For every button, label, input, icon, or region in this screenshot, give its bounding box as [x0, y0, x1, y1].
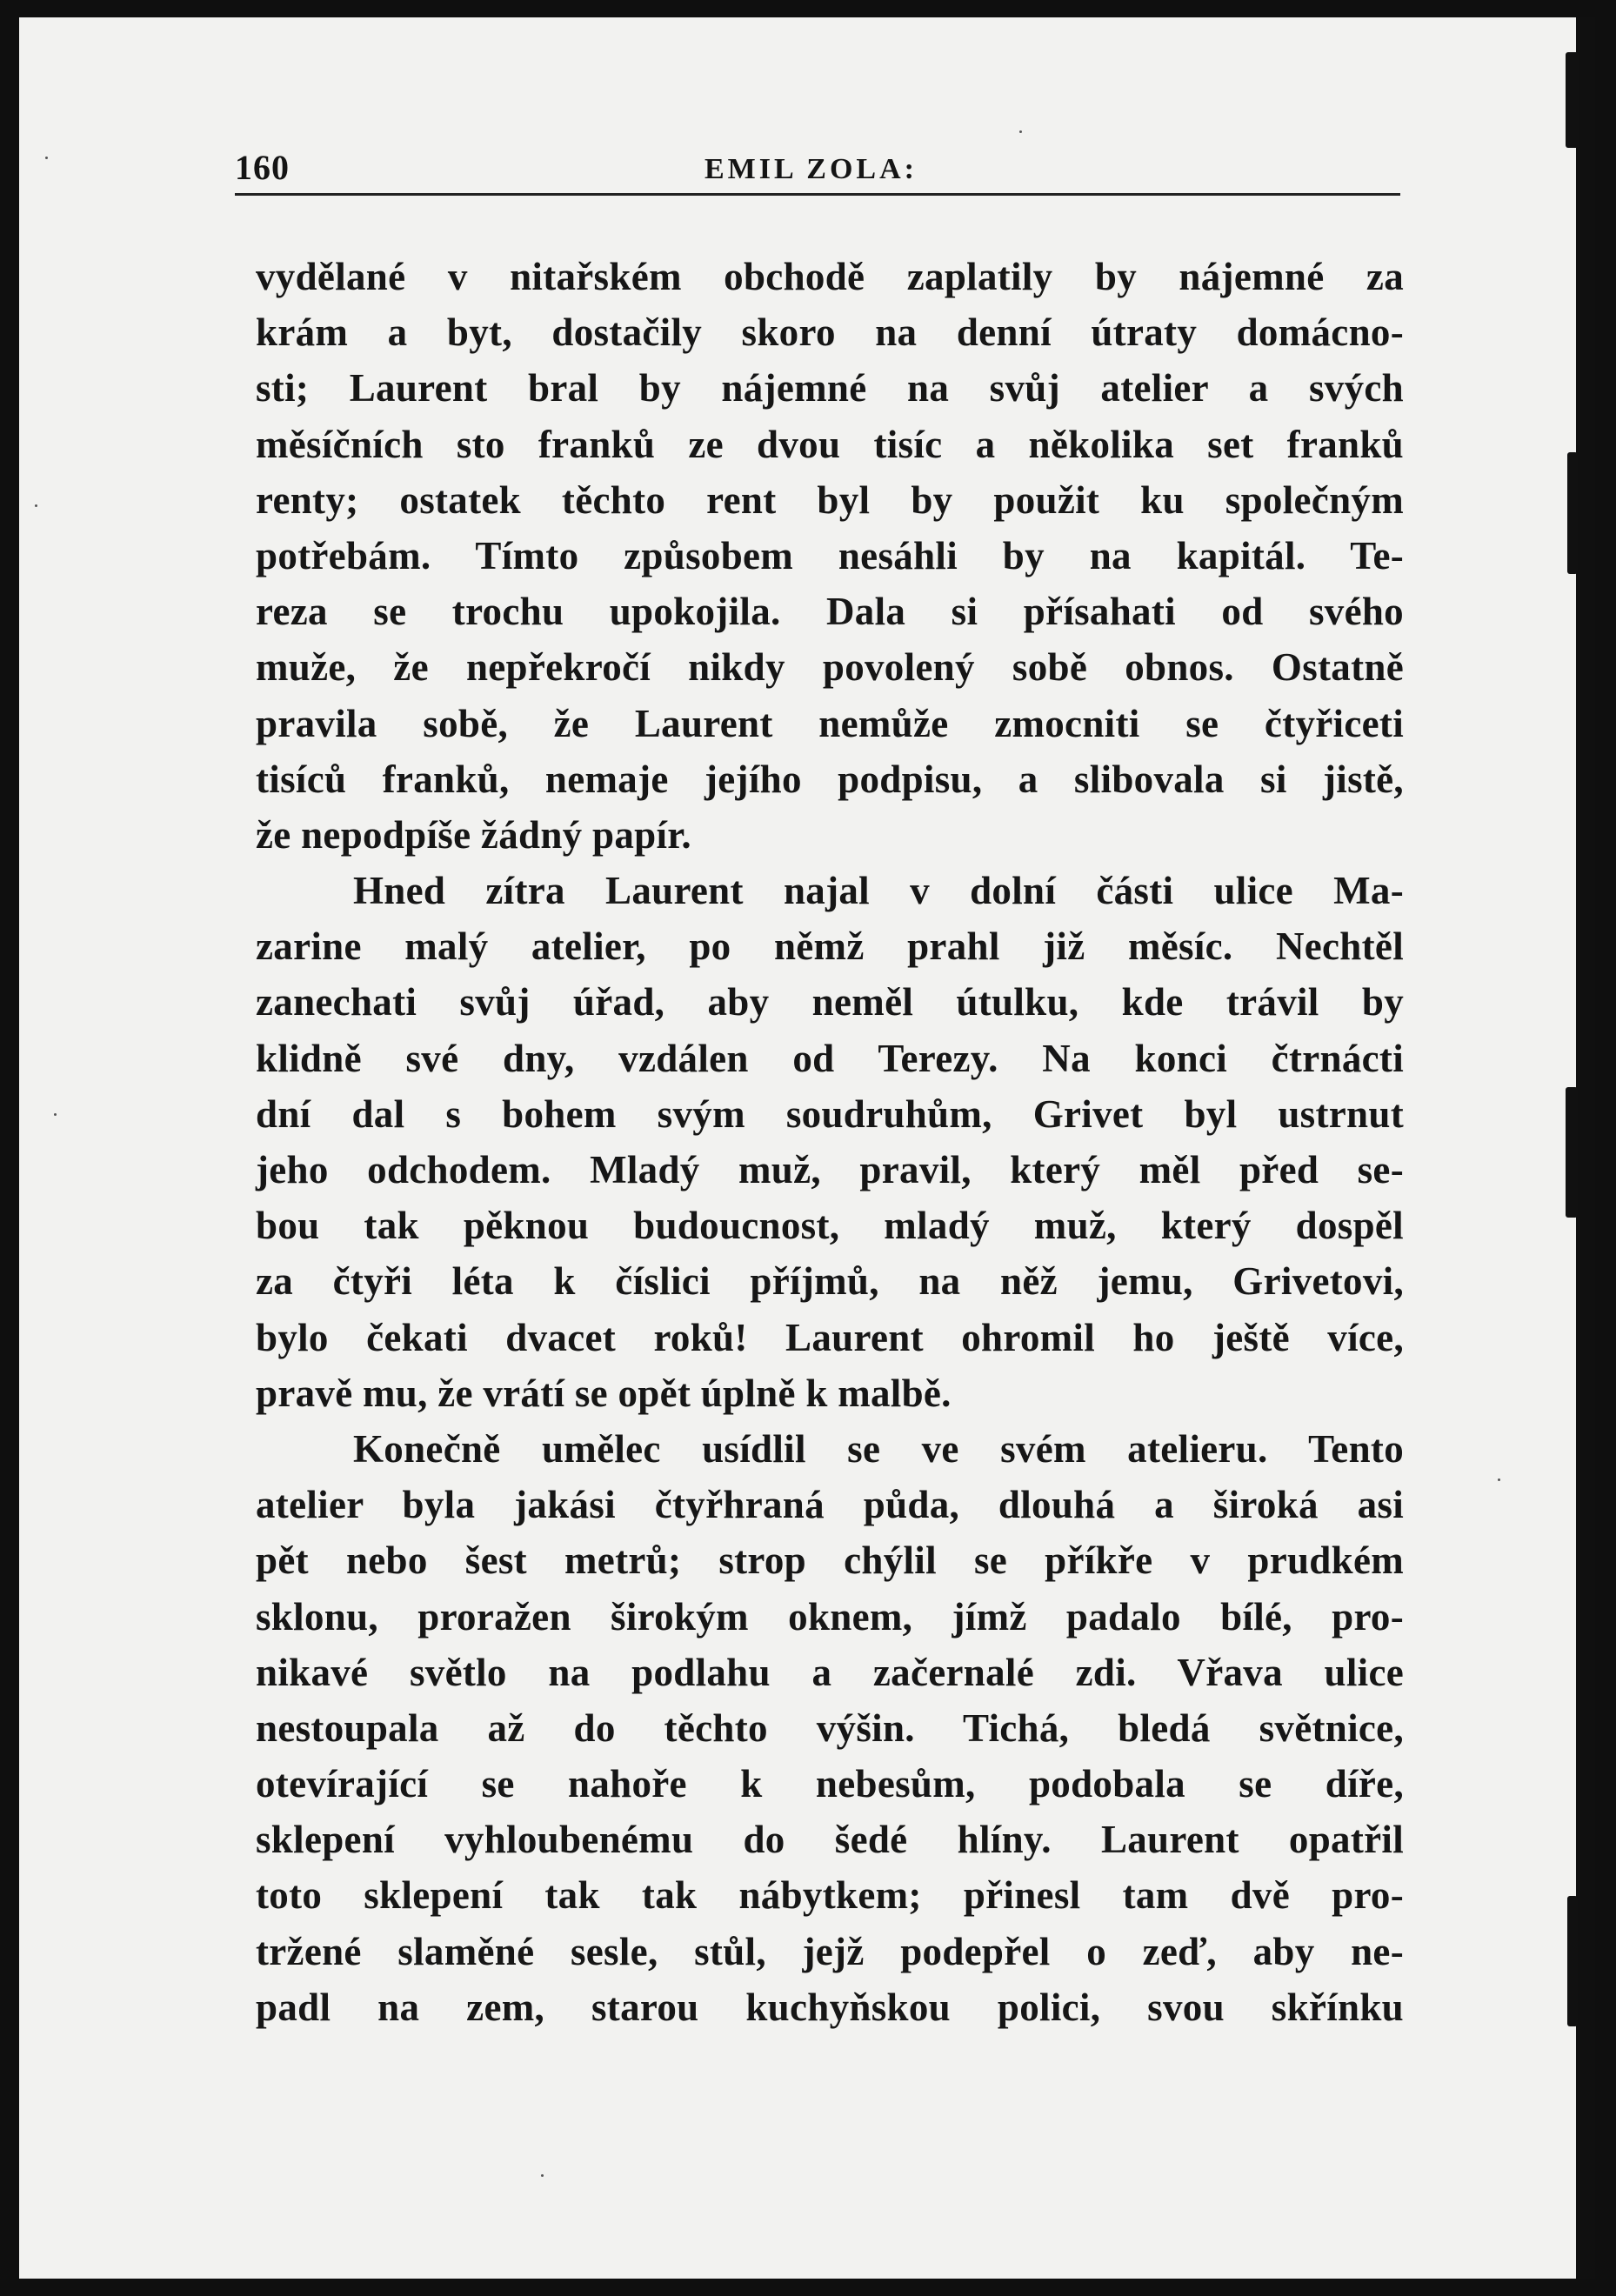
text-line: jeho odchodem. Mladý muž, pravil, který měl před se- [256, 1148, 1404, 1191]
text-line: vydělané v nitařském obchodě zaplatily by nájemné za [256, 255, 1404, 298]
text-line: Konečně umělec usídlil se ve svém atelieru. Tento [353, 1426, 1404, 1471]
text-line: pravě mu, že vrátí se opět úplně k malbě. [256, 1371, 952, 1415]
book-page [19, 17, 1593, 2279]
text-line: sklepení vyhloubenému do šedé hlíny. Laurent opatřil [256, 1818, 1404, 1862]
text-line: sklonu, proražen širokým oknem, jímž padalo bílé, pro- [256, 1594, 1404, 1639]
paper-speck [35, 504, 37, 507]
text-line: nestoupala až do těchto výšin. Tichá, bledá světnice, [256, 1705, 1404, 1750]
binding-mark [1566, 1087, 1578, 1218]
page-edge-shadow [1576, 17, 1595, 2279]
text-line: atelier byla jakási čtyřhraná půda, dlouhá a široká asi [256, 1483, 1404, 1527]
text-line: tisíců franků, nemaje jejího podpisu, a slibovala si jistě, [256, 757, 1404, 801]
text-line: otevírající se nahoře k nebesům, podobala se díře, [256, 1762, 1404, 1806]
paper-speck [1019, 130, 1022, 133]
text-line: Hned zítra Laurent najal v dolní části ulice Ma- [353, 869, 1404, 913]
binding-mark [1567, 1896, 1578, 2026]
text-line: potřebám. Tímto způsobem nesáhli by na kapitál. Te- [256, 533, 1404, 577]
text-line: klidně své dny, vzdálen od Terezy. Na konci čtrnácti [256, 1036, 1404, 1080]
body-text [256, 249, 1404, 2035]
paper-speck [54, 1113, 57, 1116]
running-head: EMIL ZOLA: [704, 153, 918, 185]
text-line: bou tak pěknou budoucnost, mladý muž, který dospěl [256, 1204, 1404, 1248]
binding-mark [1567, 452, 1578, 574]
text-line: pravila sobě, že Laurent nemůže zmocniti se čtyřiceti [256, 701, 1404, 745]
paper-speck [541, 2174, 544, 2177]
page-number: 160 [235, 148, 290, 187]
text-line: zanechati svůj úřad, aby neměl útulku, kde trávil by [256, 980, 1404, 1025]
binding-mark [1566, 52, 1579, 148]
text-line: reza se trochu upokojila. Dala si přísahati od svého [256, 590, 1404, 634]
text-line: zarine malý atelier, po němž prahl již měsíc. Nechtěl [256, 924, 1404, 969]
text-line: měsíčních sto franků ze dvou tisíc a několika set franků [256, 422, 1404, 466]
text-line: že nepodpíše žádný papír. [256, 812, 691, 857]
text-line: sti; Laurent bral by nájemné na svůj atelier a svých [256, 366, 1404, 410]
text-line: za čtyři léta k číslici příjmů, na něž jemu, Grivetovi, [256, 1259, 1404, 1304]
text-line: bylo čekati dvacet roků! Laurent ohromil ho ještě více, [256, 1315, 1404, 1359]
text-line: nikavé světlo na podlahu a začernalé zdi. Vřava ulice [256, 1650, 1404, 1694]
text-line: krám a byt, dostačily skoro na denní útraty domácno- [256, 310, 1404, 355]
text-line: toto sklepení tak tak nábytkem; přinesl tam dvě pro- [256, 1873, 1404, 1918]
text-line: tržené slaměné sesle, stůl, jejž podepřel o zeď, aby ne- [256, 1929, 1404, 1973]
text-line: dní dal s bohem svým soudruhům, Grivet byl ustrnut [256, 1091, 1404, 1136]
paper-speck [45, 157, 48, 159]
text-line: pět nebo šest metrů; strop chýlil se příkře v prudkém [256, 1538, 1404, 1583]
text-line: muže, že nepřekročí nikdy povolený sobě obnos. Ostatně [256, 645, 1404, 690]
paper-speck [1498, 1478, 1500, 1481]
text-line: padl na zem, starou kuchyňskou polici, svou skřínku [256, 1985, 1404, 2029]
text-line: renty; ostatek těchto rent byl by použit ku společným [256, 477, 1404, 522]
page-header [235, 137, 1400, 196]
